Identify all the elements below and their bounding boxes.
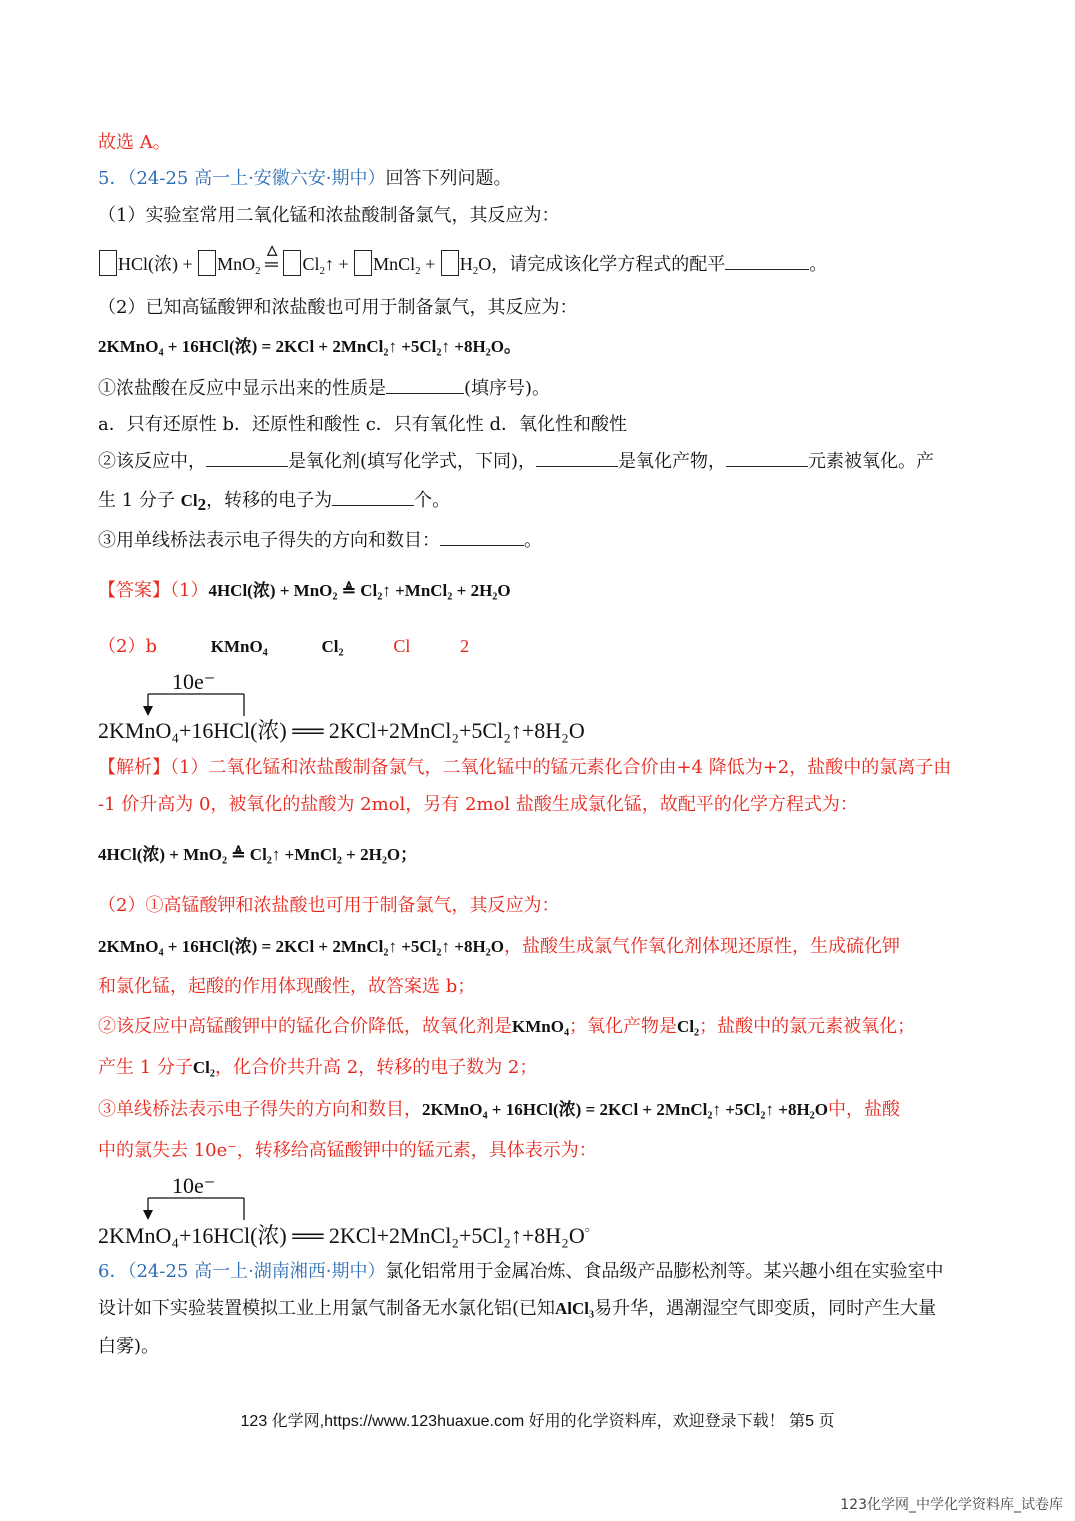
analysis-equation: 2KMnO₄ + 16HCl(浓) = 2KCl + 2MnCl₂↑ +5Cl₂↑ +8H₂O bbox=[98, 937, 504, 956]
sub2-text: 元素被氧化。产 bbox=[808, 451, 935, 472]
question-6-line-1 bbox=[98, 1259, 944, 1285]
eq-tail: ，请完成该化学方程式的配平 bbox=[491, 254, 726, 275]
sub1-text: ①浓盐酸在反应中显示出来的性质是 bbox=[98, 378, 386, 399]
coefficient-box[interactable] bbox=[354, 250, 372, 276]
bridge-equation bbox=[98, 1216, 599, 1250]
subquestion-2-cont: 生 1 分子 $Cl_2$，转移的电子为 个。 bbox=[98, 490, 451, 514]
question-5-header bbox=[98, 166, 512, 192]
analysis-line-5: 和氯化锰，起酸的作用体现酸性，故答案选 b； bbox=[98, 976, 476, 997]
analysis-line-9: 中的氯失去 10e⁻，转移给高锰酸钾中的锰元素，具体表示为： bbox=[98, 1140, 597, 1161]
analysis-text: （1）二氧化锰和浓盐酸制备氯气，二氧化锰中的锰元素化合价由+4 降低为+2，盐酸中的氯离子由 bbox=[170, 757, 952, 778]
coefficient-box[interactable] bbox=[99, 250, 117, 276]
analysis-text: 中，盐酸 bbox=[827, 1099, 900, 1120]
page-footer: 123 化学网,https://www.123huaxue.com 好用的化学资料库，欢迎登录下载！ 第5 页 bbox=[240, 1413, 835, 1430]
answer-blank[interactable] bbox=[332, 489, 414, 506]
subquestion-3 bbox=[98, 528, 542, 554]
question-number: 6． bbox=[98, 1261, 128, 1282]
chem-formula: Cl bbox=[180, 491, 198, 510]
watermark: 123化学网_中学化学资料库_试卷库 bbox=[840, 1497, 1063, 1513]
analysis-line-1 bbox=[98, 755, 951, 781]
answer-value: KMnO₄ bbox=[210, 637, 268, 656]
answer-blank[interactable] bbox=[440, 529, 524, 546]
chem-formula: Cl₂ bbox=[677, 1017, 700, 1036]
bridge-label: 10e⁻ bbox=[172, 1173, 216, 1198]
prev-answer-tail: 故选 A。 bbox=[98, 132, 171, 153]
end-mark: 。 bbox=[584, 1220, 599, 1235]
analysis-line-7 bbox=[98, 1055, 537, 1081]
balance-equation: HCl(浓) + MnO$_2$ △ ═ $Cl_2↑$ + MnCl$_2$ + $H_2O$，请完成该化学方程式的配平 。 bbox=[98, 250, 827, 284]
coefficient-box[interactable] bbox=[198, 250, 216, 276]
answer-label: （1） bbox=[170, 580, 209, 601]
analysis-equation: 2KMnO₄ + 16HCl(浓) = 2KCl + 2MnCl₂↑ +5Cl₂↑ +8H₂O bbox=[422, 1100, 828, 1119]
analysis-line-4 bbox=[98, 934, 900, 960]
eq-term: ↑ + bbox=[324, 254, 349, 274]
question-6-line-3: 白雾)。 bbox=[98, 1336, 160, 1357]
sub3-text: ③用单线桥法表示电子得失的方向和数目： bbox=[98, 530, 440, 551]
answer-line-2 bbox=[98, 633, 469, 660]
analysis-equation-1: 4HCl(浓) + MnO₂ ≜ Cl₂↑ +MnCl₂ + 2H₂O； bbox=[98, 845, 418, 864]
coefficient-box[interactable] bbox=[283, 250, 301, 276]
subquestion-2 bbox=[98, 449, 934, 475]
heat-arrow: △ ═ bbox=[265, 242, 278, 274]
analysis-text: ，化合价共升高 2，转移的电子数为 2； bbox=[215, 1057, 538, 1078]
analysis-line-3: （2）①高锰酸钾和浓盐酸也可用于制备氯气，其反应为： bbox=[98, 895, 560, 916]
sub2-text: ，转移的电子为 bbox=[206, 490, 333, 511]
sub2-text: 是氧化产物， bbox=[618, 451, 727, 472]
part-1-text: （1）实验室常用二氧化锰和浓盐酸制备氯气，其反应为： bbox=[98, 205, 560, 226]
bridge-equation: 2KMnO₄+16HCl(浓) ══ 2KCl+2MnCl₂+5Cl₂↑+8H₂O bbox=[98, 718, 585, 743]
chem-formula: KMnO₄ bbox=[512, 1017, 570, 1036]
bridge-label: 10e⁻ bbox=[172, 669, 216, 694]
bridge-equation-text: 2KMnO₄+16HCl(浓) ══ 2KCl+2MnCl₂+5Cl₂↑+8H₂O bbox=[98, 1223, 585, 1248]
analysis-text: 产生 1 分子 bbox=[98, 1057, 193, 1078]
sub1-tail: (填序号)。 bbox=[464, 378, 551, 399]
answer-line-1 bbox=[98, 578, 511, 604]
reaction-equation: 2KMnO₄ + 16HCl(浓) = 2KCl + 2MnCl₂↑ +5Cl₂↑ +8H₂O。 bbox=[98, 337, 521, 356]
answer-value: Cl bbox=[393, 636, 411, 656]
analysis-text: ；盐酸中的氯元素被氧化； bbox=[699, 1016, 916, 1037]
question-text: 氯化铝常用于金属冶炼、食品级产品膨松剂等。某兴趣小组在实验室中 bbox=[385, 1261, 944, 1282]
eq-term: H bbox=[459, 254, 473, 274]
answer-blank[interactable] bbox=[726, 450, 808, 467]
part-2-text: （2）已知高锰酸钾和浓盐酸也可用于制备氯气，其反应为： bbox=[98, 297, 578, 318]
answer-blank[interactable] bbox=[536, 450, 618, 467]
answer-value: Cl₂ bbox=[321, 637, 344, 656]
analysis-text: ，盐酸生成氯气作氧化剂体现还原性，生成硫化钾 bbox=[503, 936, 900, 957]
options-line: a．只有还原性 b．还原性和酸性 c．只有氧化性 d．氧化性和酸性 bbox=[98, 414, 628, 435]
question-source: （24-25 高一上·湖南湘西·期中） bbox=[127, 1261, 386, 1282]
answer-tag: 【答案】 bbox=[98, 580, 170, 601]
answer-value: 2 bbox=[460, 636, 470, 656]
answer-blank[interactable] bbox=[725, 253, 809, 270]
analysis-line-8 bbox=[98, 1097, 900, 1123]
answer-label: （2）b bbox=[98, 636, 157, 657]
eq-term: Cl bbox=[302, 254, 320, 274]
chem-formula: Cl₂ bbox=[192, 1058, 216, 1077]
analysis-text: ；氧化产物是 bbox=[569, 1016, 678, 1037]
eq-term: MnO bbox=[217, 254, 256, 274]
answer-blank[interactable] bbox=[206, 450, 288, 467]
eq-term: HCl(浓) + bbox=[118, 254, 193, 274]
sub3-end: 。 bbox=[524, 530, 542, 551]
analysis-line-2: -1 价升高为 0，被氧化的盐酸为 2mol，另有 2mol 盐酸生成氯化锰，故配平的化学方程式为： bbox=[98, 794, 858, 815]
question-6-line-2 bbox=[98, 1296, 936, 1322]
analysis-text: ②该反应中高锰酸钾中的锰化合价降低，故氧化剂是 bbox=[98, 1016, 512, 1037]
answer-blank[interactable] bbox=[386, 377, 464, 394]
eq-term: O bbox=[478, 254, 492, 274]
answer-equation: 4HCl(浓) + MnO₂ ≜ Cl₂↑ +MnCl₂ + 2H₂O bbox=[208, 581, 511, 600]
eq-term: + bbox=[425, 254, 436, 274]
analysis-line-6 bbox=[98, 1014, 915, 1040]
subquestion-1 bbox=[98, 376, 550, 402]
sub2-text: 是氧化剂(填写化学式，下同)， bbox=[288, 451, 537, 472]
analysis-text: ③单线桥法表示电子得失的方向和数目， bbox=[98, 1099, 422, 1120]
question-text: 易升华，遇潮湿空气即变质，同时产生大量 bbox=[594, 1298, 937, 1319]
coefficient-box[interactable] bbox=[441, 250, 459, 276]
sub2-text: ②该反应中， bbox=[98, 451, 206, 472]
question-source: （24-25 高一上·安徽六安·期中） bbox=[127, 168, 386, 189]
question-number: 5． bbox=[98, 168, 128, 189]
analysis-tag: 【解析】 bbox=[98, 757, 170, 778]
sub2-text: 个。 bbox=[414, 490, 451, 511]
sub2-text: 生 1 分子 bbox=[98, 490, 175, 511]
question-prompt: 回答下列问题。 bbox=[385, 168, 512, 189]
eq-end: 。 bbox=[809, 254, 828, 274]
question-text: 设计如下实验装置模拟工业上用氯气制备无水氯化铝(已知 bbox=[98, 1298, 556, 1319]
chem-formula: AlCl₃ bbox=[555, 1299, 595, 1318]
eq-term: MnCl bbox=[373, 254, 416, 274]
